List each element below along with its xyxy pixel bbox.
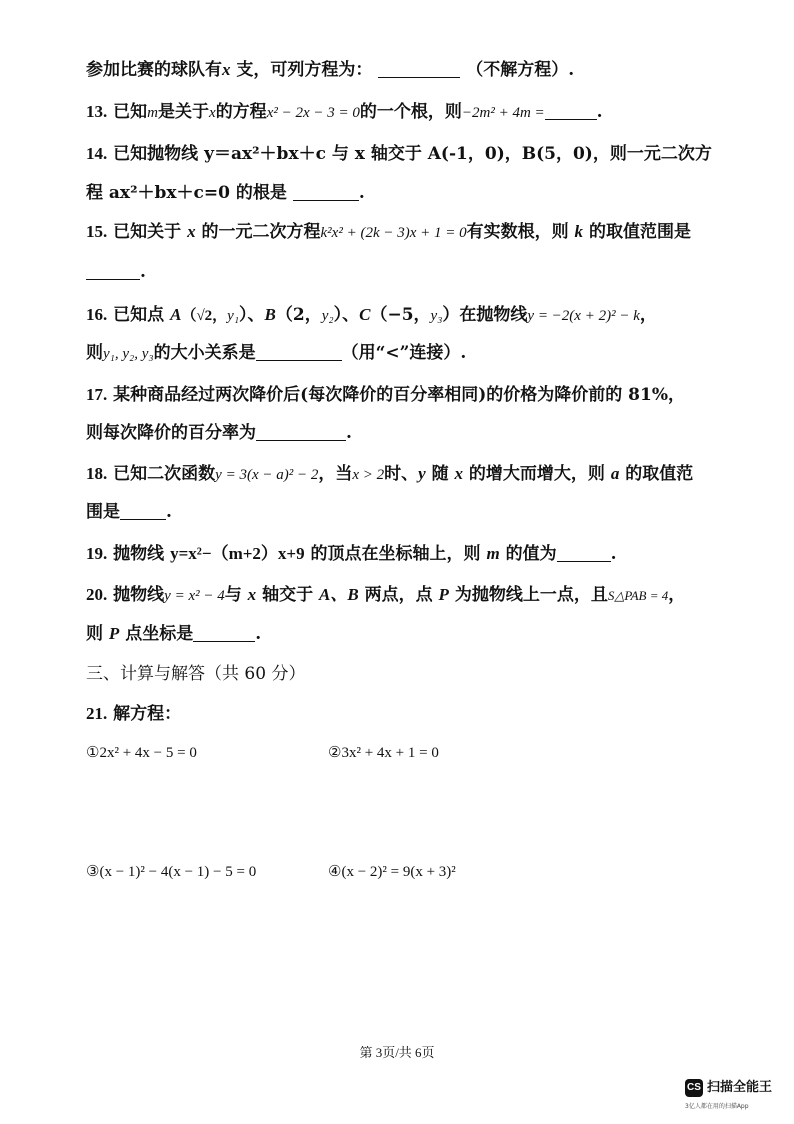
question-16-line1: 16. 已知点 A（√2，y₁）、B（2，y₂）、C（−5，y₃）在抛物线y = −2(x + 2)² − k， xyxy=(86,305,657,325)
question-18-line1: 18. 已知二次函数y = 3(x − a)² − 2，当x > 2时、y 随 x 的增大而增大，则 a 的取值范 xyxy=(86,464,694,484)
question-14-line1: 14. 已知抛物线 y＝ax²＋bx＋c 与 x 轴交于 A(-1，0)，B(5，0)，则一元二次方 xyxy=(86,144,712,164)
question-20-line1: 20. 抛物线y = x² − 4与 x 轴交于 A、B 两点，点 P 为抛物线上一点，且S△PAB = 4， xyxy=(86,585,686,605)
answer-blank[interactable] xyxy=(193,623,255,642)
question-21: 21. 解方程： xyxy=(86,704,182,724)
answer-blank[interactable] xyxy=(256,422,346,441)
equation-4: ④(x − 2)² = 9(x + 3)² xyxy=(328,864,456,880)
answer-blank[interactable] xyxy=(545,101,597,120)
question-19: 19. 抛物线 y=x²−（m+2）x+9 的顶点在坐标轴上，则 m 的值为 . xyxy=(86,544,617,564)
logo-tagline: 3亿人都在用的扫描App xyxy=(685,1103,749,1110)
answer-blank[interactable] xyxy=(120,501,166,520)
answer-blank[interactable] xyxy=(557,543,611,562)
question-17-line2: 则每次降价的百分率为 . xyxy=(86,423,352,443)
scanner-logo xyxy=(685,1079,785,1113)
answer-blank[interactable] xyxy=(293,182,359,201)
equation-3: ③(x − 1)² − 4(x − 1) − 5 = 0 xyxy=(86,864,257,880)
cs-logo-icon: CS xyxy=(685,1079,703,1097)
question-15-line2: . xyxy=(86,260,146,284)
question-18-line2: 围是 . xyxy=(86,502,172,522)
equation-2: ②3x² + 4x + 1 = 0 xyxy=(328,745,439,761)
answer-blank[interactable] xyxy=(256,342,342,361)
question-17-line1: 17. 某种商品经过两次降价后(每次降价的百分率相同)的价格为降价前的 81%， xyxy=(86,385,685,405)
answer-blank[interactable] xyxy=(378,59,460,78)
page-number: 第 3页/共 6页 xyxy=(359,1045,435,1060)
question-13: 13. 已知m是关于x的方程x² − 2x − 3 = 0的一个根，则−2m² + 4m = . xyxy=(86,102,603,122)
question-16-line2: 则y₁, y₂, y₃的大小关系是 （用“<”连接）. xyxy=(86,343,467,363)
question-15-line1: 15. 已知关于 x 的一元二次方程k²x² + (2k − 3)x + 1 = 0有实数根，则 k 的取值范围是 xyxy=(86,222,691,242)
answer-blank[interactable] xyxy=(86,261,140,280)
question-20-line2: 则 P 点坐标是 . xyxy=(86,624,262,644)
logo-name: 扫描全能王 xyxy=(707,1080,773,1095)
section-heading: 三、计算与解答（共 60 分） xyxy=(86,664,306,684)
q12-continuation: 参加比赛的球队有x 支，可列方程为： （不解方程）. xyxy=(86,60,575,80)
equation-1: ①2x² + 4x − 5 = 0 xyxy=(86,745,197,761)
question-14-line2: 程 ax²＋bx＋c=0 的根是 . xyxy=(86,183,365,203)
